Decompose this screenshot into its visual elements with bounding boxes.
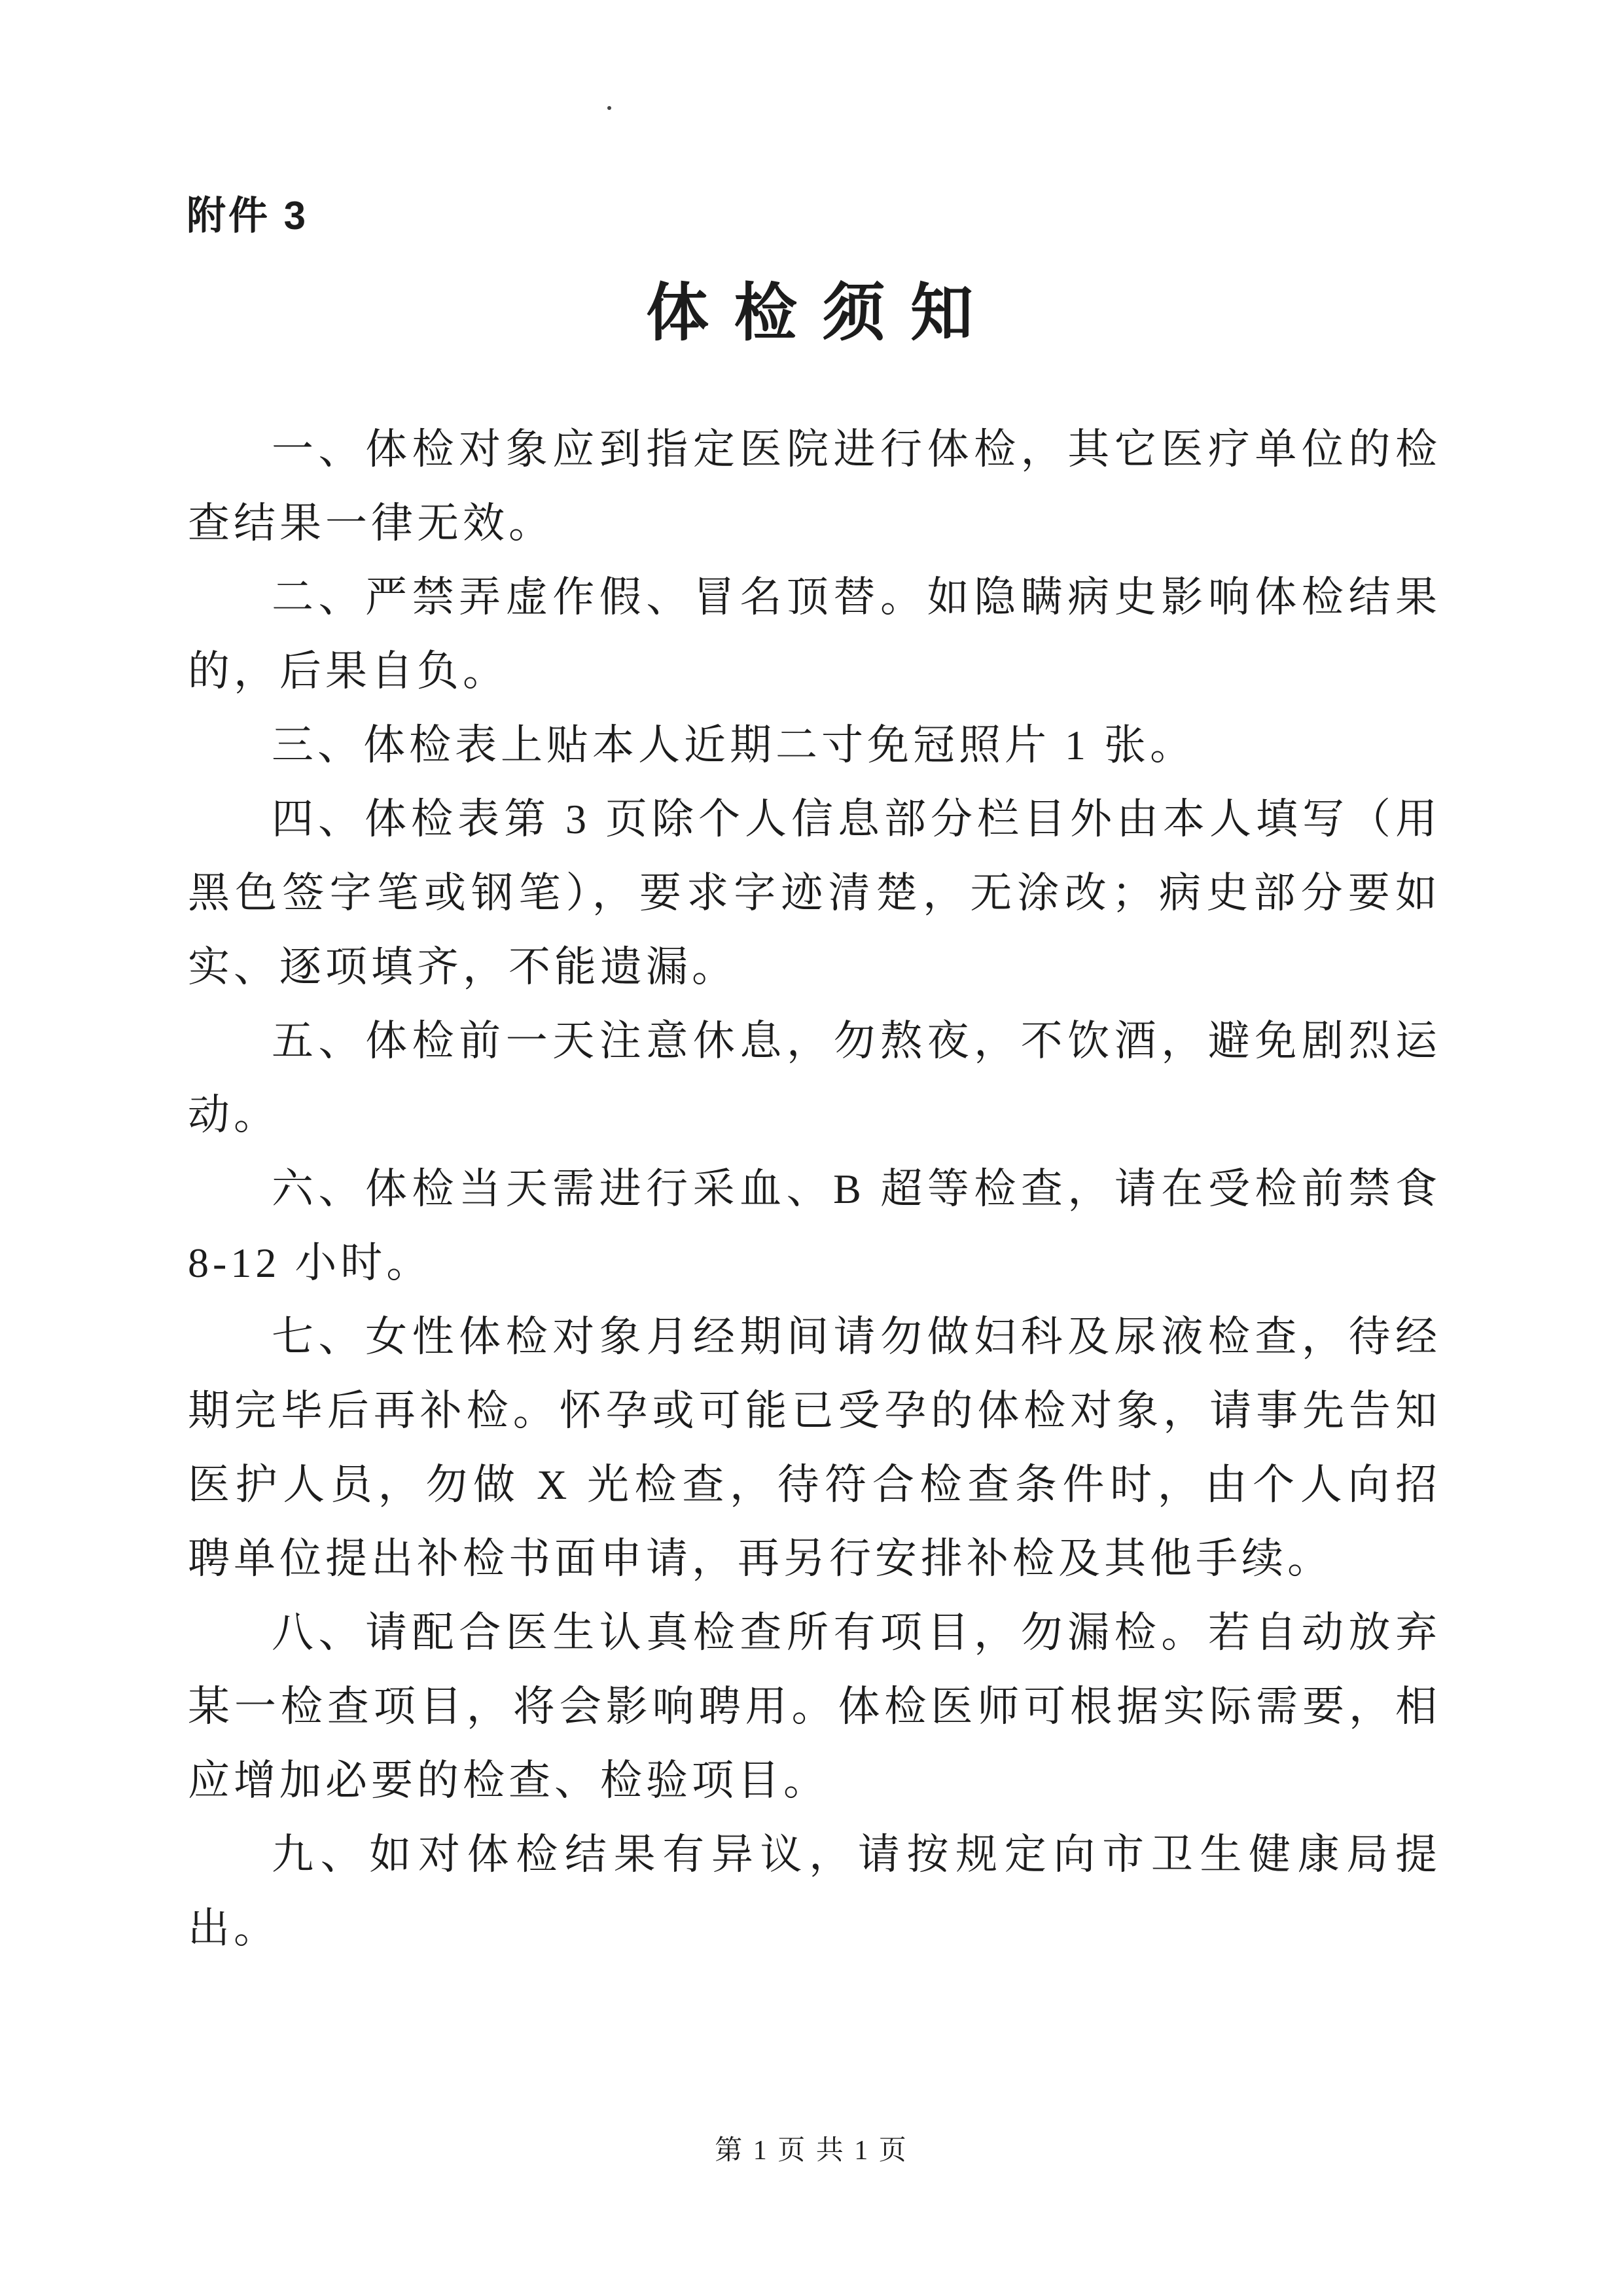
attachment-label: 附件 3 bbox=[187, 194, 309, 238]
notice-item-2: 二、严禁弄虚作假、冒名顶替。如隐瞒病史影响体检结果的，后果自负。 bbox=[188, 574, 1441, 694]
notice-item-4: 四、体检表第 3 页除个人信息部分栏目外由本人填写（用黑色签字笔或钢笔），要求字迹清楚，无涂改；病史部分要如实、逐项填齐，不能遗漏。 bbox=[188, 796, 1441, 990]
document-title: 体 检 须 知 bbox=[645, 278, 977, 348]
notice-item-3: 三、体检表上贴本人近期二寸免冠照片 1 张。 bbox=[272, 722, 1196, 768]
notice-item-8: 八、请配合医生认真检查所有项目，勿漏检。若自动放弃某一检查项目，将会影响聘用。体检医师可根据实际需要，相应增加必要的检查、检验项目。 bbox=[188, 1609, 1441, 1804]
document-body bbox=[188, 412, 1441, 1965]
notice-item-7: 七、女性体检对象月经期间请勿做妇科及尿液检查，待经期完毕后再补检。怀孕或可能已受孕的体检对象，请事先告知医护人员，勿做 X 光检查，待符合检查条件时，由个人向招聘单位提出补检书面申请，再另行安排补检及其他手续。 bbox=[188, 1314, 1441, 1582]
scan-artifact-dot bbox=[607, 106, 611, 110]
notice-item-6: 六、体检当天需进行采血、B 超等检查，请在受检前禁食 8-12 小时。 bbox=[188, 1166, 1441, 1286]
notice-item-5: 五、体检前一天注意休息，勿熬夜，不饮酒，避免剧烈运动。 bbox=[188, 1018, 1441, 1138]
notice-item-9: 九、如对体检结果有异议，请按规定向市卫生健康局提出。 bbox=[188, 1831, 1441, 1952]
page-number: 第 1 页 共 1 页 bbox=[715, 2136, 908, 2166]
notice-item-1: 一、体检对象应到指定医院进行体检，其它医疗单位的检查结果一律无效。 bbox=[188, 426, 1441, 547]
